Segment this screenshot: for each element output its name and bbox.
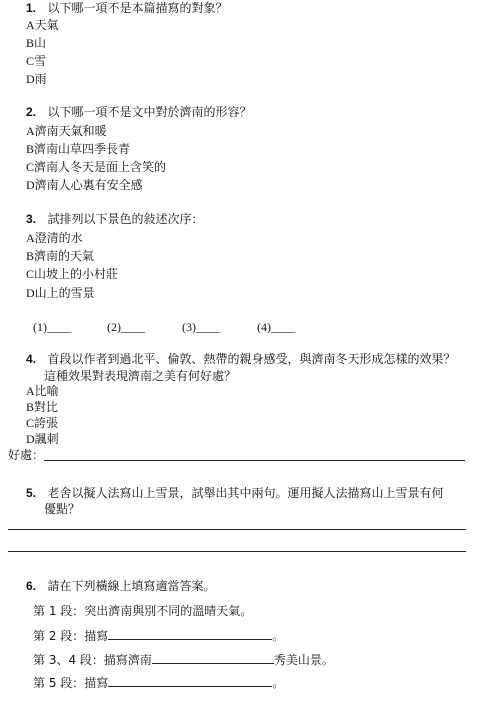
q1-option-b: B山 bbox=[26, 36, 47, 50]
q5-stem-line2: 優點？ bbox=[44, 502, 81, 516]
q5-stem-line1 bbox=[26, 485, 443, 501]
q4-option-c: C誇張 bbox=[26, 416, 59, 430]
q5-answer-line-2[interactable] bbox=[8, 551, 466, 552]
q3-option-a: A澄清的水 bbox=[26, 231, 83, 245]
q3-blank-1[interactable]: (1)____ bbox=[33, 320, 71, 334]
q6-row-2-text: 描寫 bbox=[84, 629, 109, 643]
q6-row-1-label: 第 1 段： bbox=[33, 604, 85, 618]
q2-stem bbox=[26, 104, 251, 120]
q1-option-a: A天氣 bbox=[26, 18, 59, 32]
q6-text: 請在下列橫線上填寫適當答案。 bbox=[47, 579, 216, 593]
q4-number: 4. bbox=[26, 352, 37, 366]
q2-option-d: D濟南人心裏有安全感 bbox=[26, 178, 143, 192]
q6-row-2-end: 。 bbox=[272, 629, 285, 643]
q6-row-4-end: 。 bbox=[272, 676, 285, 690]
q6-row-4-blank[interactable] bbox=[108, 674, 272, 687]
q4-benefit-answer-line[interactable] bbox=[44, 460, 465, 461]
q6-row-3-label: 第 3、4 段： bbox=[33, 653, 104, 667]
q3-blank-4[interactable]: (4)____ bbox=[257, 320, 295, 334]
q6-row-3 bbox=[33, 651, 334, 668]
q1-option-d: D雨 bbox=[26, 72, 47, 86]
q4-option-d: D諷刺 bbox=[26, 432, 59, 446]
q5-answer-line-1[interactable] bbox=[8, 529, 466, 530]
q1-number: 1. bbox=[26, 1, 37, 15]
q2-number: 2. bbox=[26, 105, 37, 119]
q6-row-2-label: 第 2 段： bbox=[33, 629, 85, 643]
q6-row-2-blank[interactable] bbox=[108, 627, 272, 640]
q1-stem bbox=[26, 0, 227, 16]
q6-row-3-blank[interactable] bbox=[152, 651, 274, 664]
q4-benefit-label: 好處： bbox=[8, 448, 45, 462]
q2-text: 以下哪一項不是文中對於濟南的形容？ bbox=[47, 105, 252, 119]
q6-row-1 bbox=[33, 603, 252, 619]
q6-row-4 bbox=[33, 674, 284, 691]
q4-stem-line1 bbox=[26, 351, 455, 367]
q6-row-3-text: 描寫濟南 bbox=[103, 653, 152, 667]
q6-row-2 bbox=[33, 627, 284, 644]
q1-text: 以下哪一項不是本篇描寫的對象？ bbox=[47, 1, 228, 15]
q3-text: 試排列以下景色的敍述次序： bbox=[47, 212, 204, 226]
q6-row-1-end: 。 bbox=[240, 604, 253, 618]
q2-option-a: A濟南天氣和暖 bbox=[26, 124, 107, 138]
q3-number: 3. bbox=[26, 212, 37, 226]
q4-option-b: B對比 bbox=[26, 400, 59, 414]
q6-row-3-end: 秀美山景。 bbox=[273, 653, 334, 667]
q3-option-c: C山坡上的小村莊 bbox=[26, 267, 119, 281]
q2-option-c: C濟南人冬天是面上含笑的 bbox=[26, 160, 167, 174]
q5-text-1: 老舍以擬人法寫山上雪景，試舉出其中兩句。運用擬人法描寫山上雪景有何 bbox=[47, 486, 444, 500]
q3-stem bbox=[26, 211, 203, 227]
q6-stem bbox=[26, 578, 215, 594]
q2-option-b: B濟南山草四季長青 bbox=[26, 142, 131, 156]
q1-option-c: C雪 bbox=[26, 54, 47, 68]
q6-number: 6. bbox=[26, 579, 37, 593]
q3-option-b: B濟南的天氣 bbox=[26, 249, 95, 263]
q4-stem-line2: 這種效果對表現濟南之美有何好處？ bbox=[44, 369, 237, 383]
q5-number: 5. bbox=[26, 486, 37, 500]
q4-option-a: A比喻 bbox=[26, 384, 59, 398]
q6-row-4-text: 描寫 bbox=[84, 676, 109, 690]
q3-blank-2[interactable]: (2)____ bbox=[107, 320, 145, 334]
q6-row-1-text: 突出濟南與別不同的溫晴天氣 bbox=[84, 604, 241, 618]
q3-option-d: D山上的雪景 bbox=[26, 286, 95, 300]
q6-row-4-label: 第 5 段： bbox=[33, 676, 85, 690]
q3-blank-3[interactable]: (3)____ bbox=[182, 320, 220, 334]
q4-text-1: 首段以作者到過北平、倫敦、熱帶的親身感受，與濟南冬天形成怎樣的效果？ bbox=[47, 352, 456, 366]
